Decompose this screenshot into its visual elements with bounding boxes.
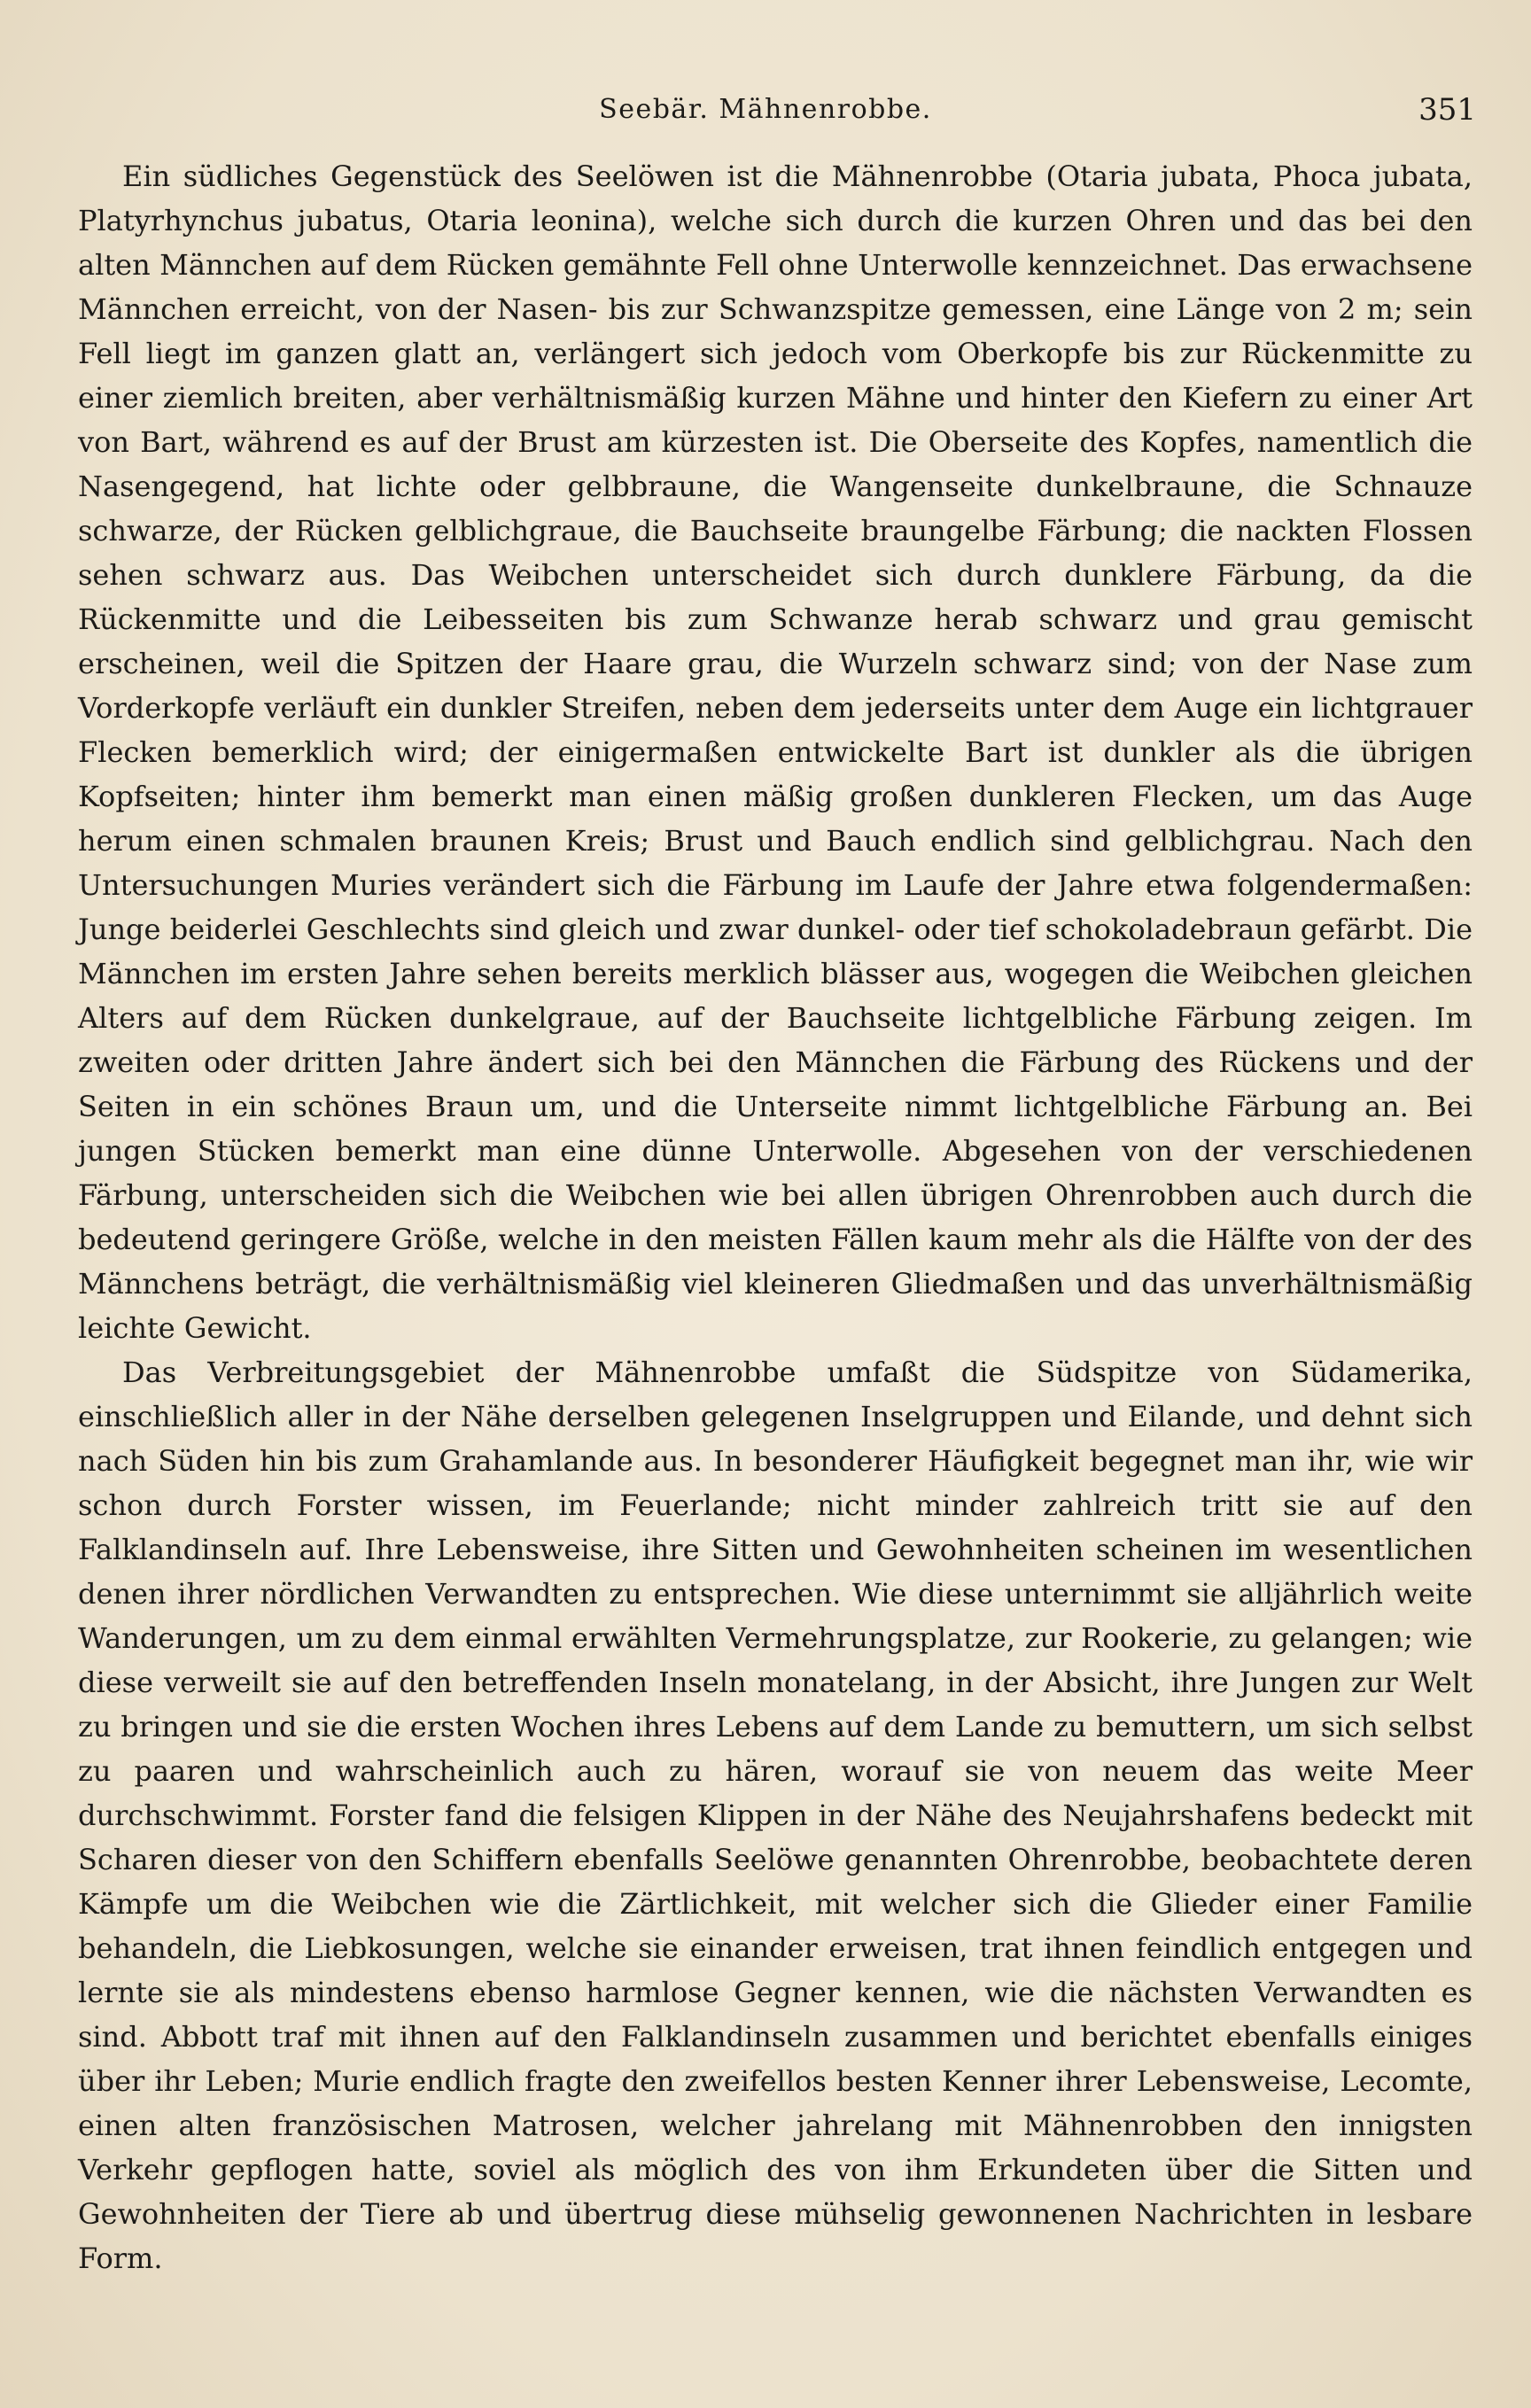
paragraph-description: Ein südliches Gegenstück des Seelöwen ist die Mähnenrobbe (Otaria jubata, Phoca jubata, Platyrhynchus jubatus, Otaria leonina), welche sich durch die kurzen Ohren und das bei den alten Männchen auf dem Rücken gemähnte Fell ohne Unterwolle kennzeichnet. Das erwachsene Männchen erreicht, von der Nasen- bis zur Schwanzspitze gemessen, eine Länge von 2 m; sein Fell liegt im ganzen glatt an, verlängert sich jedoch vom Oberkopfe bis zur Rückenmitte zu einer ziemlich breiten, aber verhältnismäßig kurzen Mähne und hinter den Kiefern zu einer Art von Bart, während es auf der Brust am kürzesten ist. Die Oberseite des Kopfes, namentlich die Nasengegend, hat lichte oder gelbbraune, die Wangenseite dunkelbraune, die Schnauze schwarze, der Rücken gelblichgraue, die Bauchseite braungelbe Färbung; die nackten Flossen sehen schwarz aus. Das Weibchen unterscheidet sich durch dunklere Färbung, da die Rückenmitte und die Leibesseiten bis zum Schwanze herab schwarz und grau gemischt erscheinen, weil die Spitzen der Haare grau, die Wurzeln schwarz sind; von der Nase zum Vorderkopfe verläuft ein dunkler Streifen, neben dem jederseits unter dem Auge ein lichtgrauer Flecken bemerklich wird; der einigermaßen entwickelte Bart ist dunkler als die übrigen Kopfseiten; hinter ihm bemerkt man einen mäßig großen dunkleren Flecken, um das Auge herum einen schmalen braunen Kreis; Brust und Bauch endlich sind gelblichgrau. Nach den Untersuchungen Muries verändert sich die Färbung im Laufe der Jahre etwa folgendermaßen: Junge beiderlei Geschlechts sind gleich und zwar dunkel- oder tief schokoladebraun gefärbt. Die Männchen im ersten Jahre sehen bereits merklich blässer aus, wogegen die Weibchen gleichen Alters auf dem Rücken dunkelgraue, auf der Bauchseite lichtgelbliche Färbung zeigen. Im zweiten oder dritten Jahre ändert sich bei den Männchen die Färbung des Rückens und der Seiten in ein schönes Braun um, und die Unterseite nimmt lichtgelbliche Färbung an. Bei jungen Stücken bemerkt man eine dünne Unterwolle. Abgesehen von der verschiedenen Färbung, unterscheiden sich die Weibchen wie bei allen übrigen Ohrenrobben auch durch die bedeutend geringere Größe, welche in den meisten Fällen kaum mehr als die Hälfte von der des Männchens beträgt, die verhältnismäßig viel kleineren Gliedmaßen und das unverhältnismäßig leichte Gewicht.	[78, 159, 1473, 1345]
running-title: Seebär. Mähnenrobbe.	[599, 94, 932, 125]
paragraph-distribution: Das Verbreitungsgebiet der Mähnenrobbe umfaßt die Südspitze von Südamerika, einschließlich aller in der Nähe derselben gelegenen Inselgruppen und Eilande, und dehnt sich nach Süden hin bis zum Grahamlande aus. In besonderer Häufigkeit begegnet man ihr, wie wir schon durch Forster wissen, im Feuerlande; nicht minder zahlreich tritt sie auf den Falklandinseln auf. Ihre Lebensweise, ihre Sitten und Gewohnheiten scheinen im wesentlichen denen ihrer nördlichen Verwandten zu entsprechen. Wie diese unternimmt sie alljährlich weite Wanderungen, um zu dem einmal erwählten Vermehrungsplatze, zur Rookerie, zu gelangen; wie diese verweilt sie auf den betreffenden Inseln monatelang, in der Absicht, ihre Jungen zur Welt zu bringen und sie die ersten Wochen ihres Lebens auf dem Lande zu bemuttern, um sich selbst zu paaren und wahrscheinlich auch zu hären, worauf sie von neuem das weite Meer durchschwimmt. Forster fand die felsigen Klippen in der Nähe des Neujahrshafens bedeckt mit Scharen dieser von den Schiffern ebenfalls Seelöwe genannten Ohrenrobbe, beobachtete deren Kämpfe um die Weibchen wie die Zärtlichkeit, mit welcher sich die Glieder einer Familie behandeln, die Liebkosungen, welche sie einander erweisen, trat ihnen feindlich entgegen und lernte sie als mindestens ebenso harmlose Gegner kennen, wie die nächsten Verwandten es sind. Abbott traf mit ihnen auf den Falklandinseln zusammen und berichtet ebenfalls einiges über ihr Leben; Murie endlich fragte den zweifellos besten Kenner ihrer Lebensweise, Lecomte, einen alten französischen Matrosen, welcher jahrelang mit Mähnenrobben den innigsten Verkehr gepflogen hatte, soviel als möglich des von ihm Erkundeten über die Sitten und Gewohnheiten der Tiere ab und übertrug diese mühselig gewonnenen Nachrichten in lesbare Form.	[78, 1355, 1473, 2275]
body-text	[78, 154, 1473, 2280]
page-number: 351	[1418, 92, 1476, 128]
running-head	[0, 89, 1531, 131]
